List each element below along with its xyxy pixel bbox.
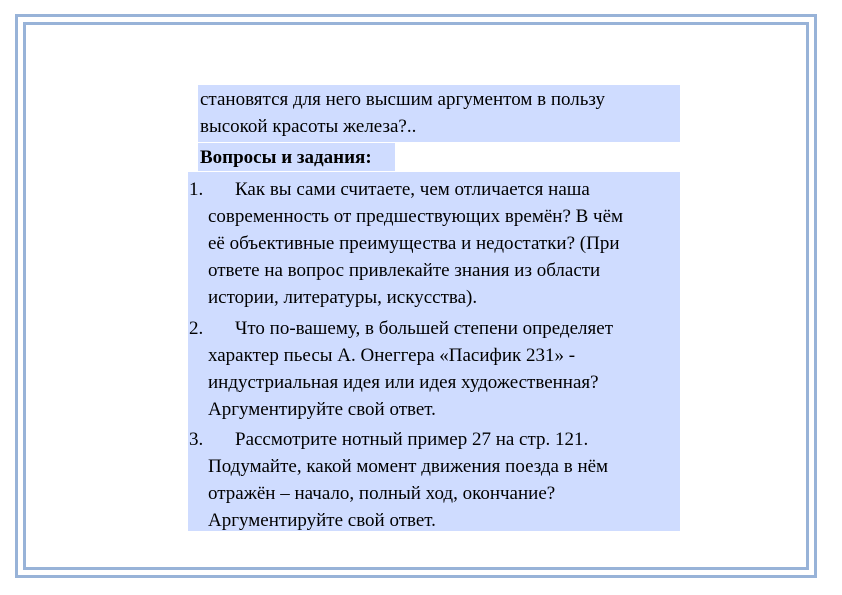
question-line: её объективные преимущества и недостатки? (При [208,233,620,254]
section-heading: Вопросы и задания: [200,147,372,168]
question-line: Аргументируйте свой ответ. [208,399,436,420]
question-line: индустриальная идея или идея художественная? [208,372,599,393]
question-line: Подумайте, какой момент движения поезда в нём [208,456,609,477]
intro-line-2: высокой красоты железа?.. [200,116,417,137]
question-number: 3. [189,429,204,450]
question-line: ответе на вопрос привлекайте знания из области [208,260,601,281]
question-line: Рассмотрите нотный пример 27 на стр. 121. [235,429,589,450]
question-line: Как вы сами считаете, чем отличается наша [235,179,590,200]
question-number: 2. [189,318,204,339]
intro-line-1: становятся для него высшим аргументом в пользу [200,89,605,110]
question-line: Аргументируйте свой ответ. [208,510,436,531]
question-line: истории, литературы, искусства). [208,287,478,308]
question-number: 1. [189,179,204,200]
question-line: характер пьесы А. Онеггера «Пасифик 231» - [208,345,576,366]
question-line: отражён – начало, полный ход, окончание? [208,483,556,504]
question-line: Что по-вашему, в большей степени определяет [235,318,614,339]
question-line: современность от предшествующих времён? В чём [208,206,624,227]
